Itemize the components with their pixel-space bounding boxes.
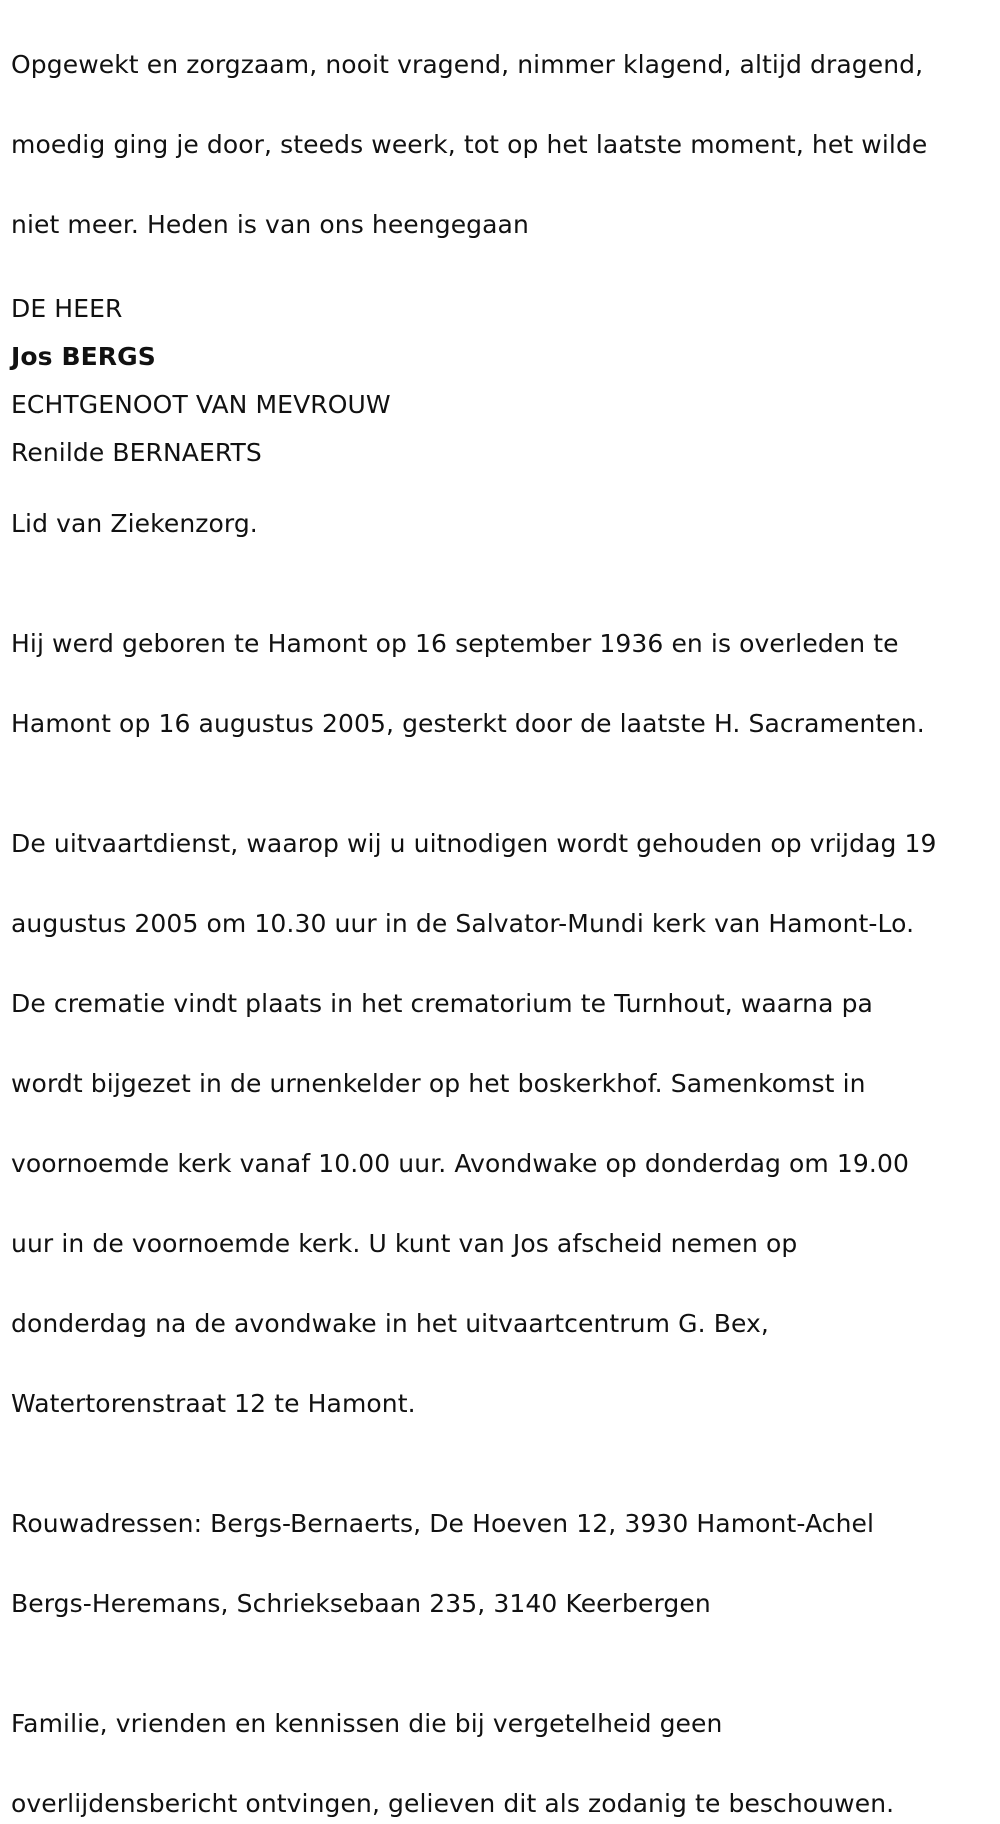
- closing-line: overlijdensbericht ontvingen, gelieven dit als zodanig te beschouwen.: [11, 1789, 895, 1818]
- spacer: [11, 544, 996, 584]
- funeral-line: De crematie vindt plaats in het crematorium te Turnhout, waarna pa: [11, 989, 873, 1018]
- address-line: Rouwadressen: Bergs-Bernaerts, De Hoeven 12, 3930 Hamont-Achel: [11, 1509, 875, 1538]
- relation-line: ECHTGENOOT VAN MEVROUW: [11, 390, 391, 419]
- membership-line: Lid van Ziekenzorg.: [11, 509, 258, 538]
- addresses-paragraph: [11, 1464, 996, 1624]
- closing-line: Familie, vrienden en kennissen die bij vergetelheid geen: [11, 1709, 723, 1738]
- spacer: [11, 245, 996, 285]
- intro-paragraph: [11, 5, 996, 245]
- intro-line: Opgewekt en zorgzaam, nooit vragend, nimmer klagend, altijd dragend,: [11, 50, 924, 79]
- funeral-line: Watertorenstraat 12 te Hamont.: [11, 1389, 416, 1418]
- spacer: [11, 477, 996, 504]
- spacer: [11, 1624, 996, 1664]
- funeral-line: wordt bijgezet in de urnenkelder op het boskerkhof. Samenkomst in: [11, 1069, 866, 1098]
- funeral-line: voornoemde kerk vanaf 10.00 uur. Avondwake op donderdag om 19.00: [11, 1149, 909, 1178]
- funeral-paragraph: [11, 784, 996, 1424]
- funeral-line: De uitvaartdienst, waarop wij u uitnodigen wordt gehouden op vrijdag 19: [11, 829, 937, 858]
- spacer: [11, 1424, 996, 1464]
- address-line: Bergs-Heremans, Schrieksebaan 235, 3140 Keerbergen: [11, 1589, 711, 1618]
- birth-death-paragraph: [11, 584, 996, 744]
- intro-line: moedig ging je door, steeds weerk, tot op het laatste moment, het wilde: [11, 130, 928, 159]
- birth-death-line: Hij werd geboren te Hamont op 16 september 1936 en is overleden te: [11, 629, 899, 658]
- title-line: DE HEER: [11, 294, 123, 323]
- funeral-line: augustus 2005 om 10.30 uur in de Salvator-Mundi kerk van Hamont-Lo.: [11, 909, 915, 938]
- intro-line: niet meer. Heden is van ons heengegaan: [11, 210, 529, 239]
- funeral-line: uur in de voornoemde kerk. U kunt van Jos afscheid nemen op: [11, 1229, 798, 1258]
- spouse-name: Renilde BERNAERTS: [11, 438, 262, 467]
- obituary-notice: [11, 5, 996, 1824]
- birth-death-line: Hamont op 16 augustus 2005, gesterkt door de laatste H. Sacramenten.: [11, 709, 925, 738]
- spacer: [11, 744, 996, 784]
- deceased-name: Jos BERGS: [11, 342, 156, 371]
- closing-paragraph: [11, 1664, 996, 1824]
- deceased-header: [11, 285, 996, 477]
- funeral-line: donderdag na de avondwake in het uitvaartcentrum G. Bex,: [11, 1309, 769, 1338]
